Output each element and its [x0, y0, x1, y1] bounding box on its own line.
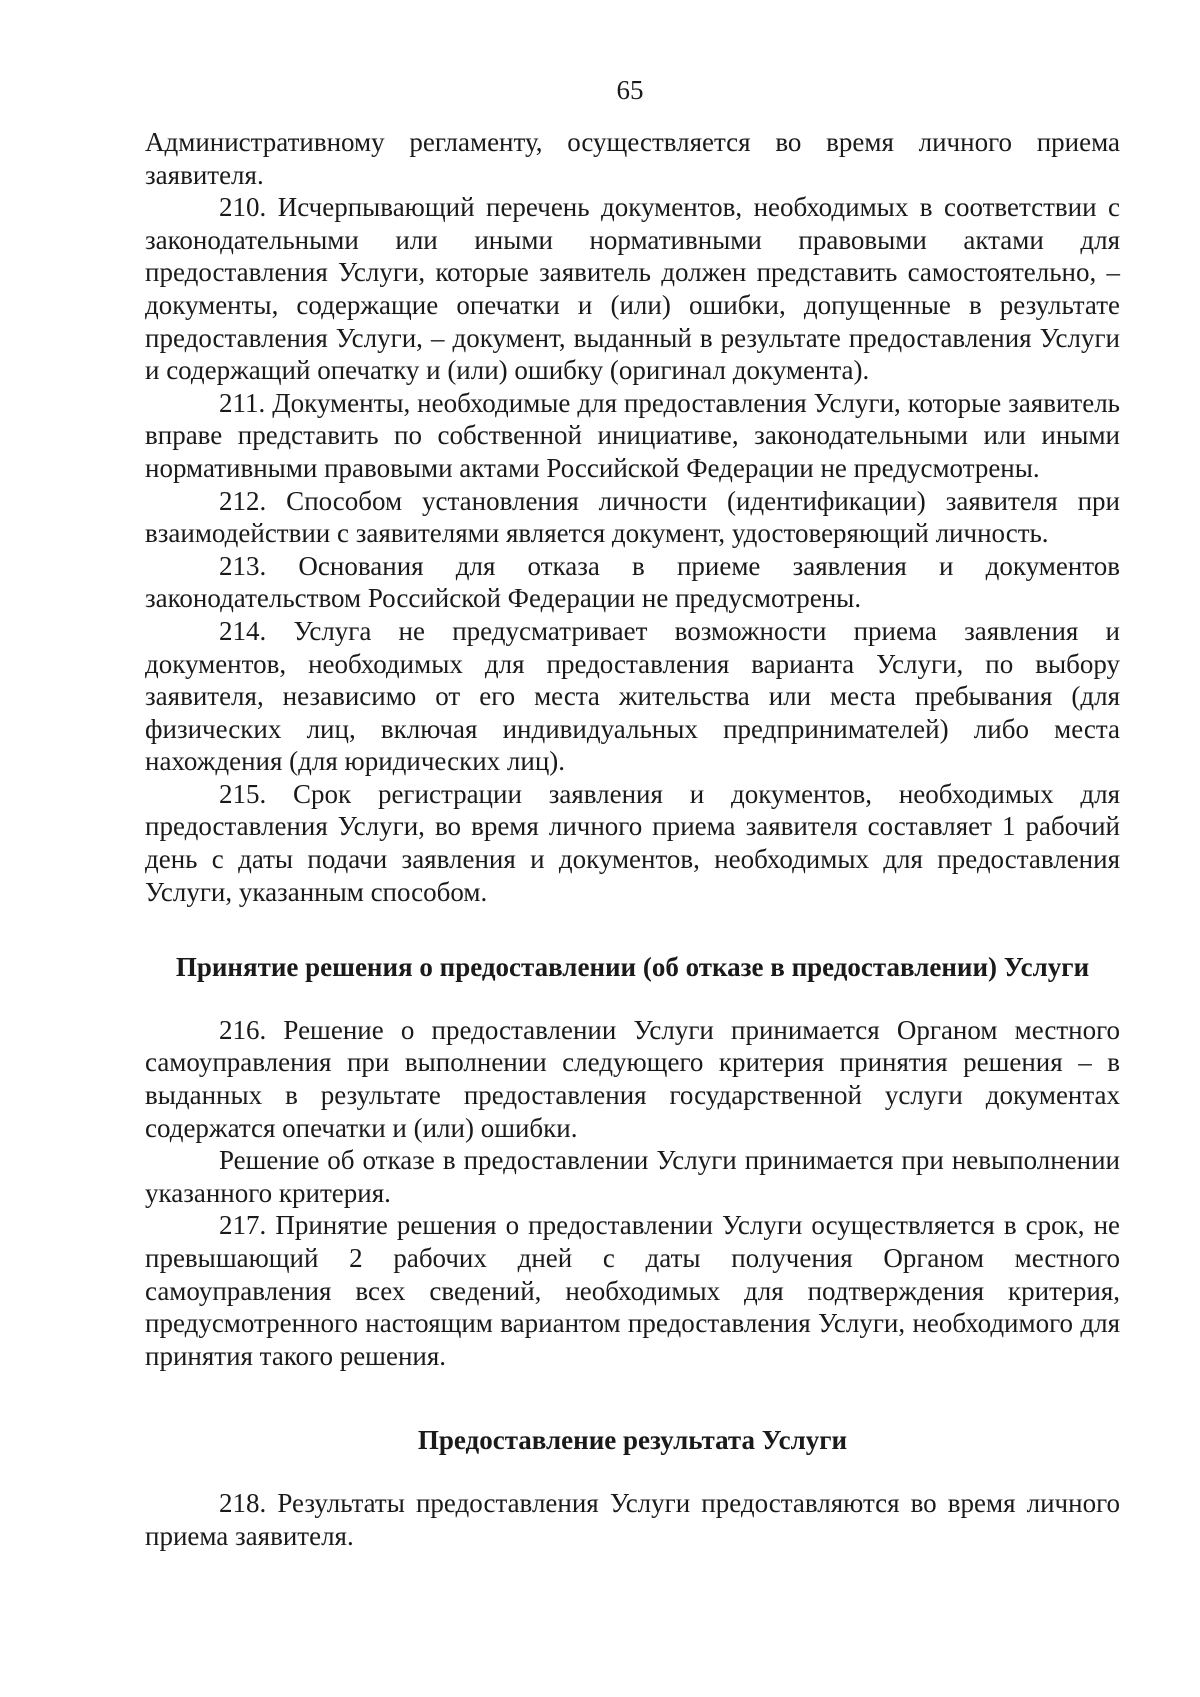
paragraph-continuation: Административному регламенту, осуществляется во время личного приема заявителя.: [145, 127, 1120, 190]
paragraph-212: 212. Способом установления личности (идентификации) заявителя при взаимодействии с заявителями является документ, удостоверяющий личность.: [145, 485, 1120, 549]
paragraph-211: 211. Документы, необходимые для предоставления Услуги, которые заявитель вправе представить по собственной инициативе, законодательными или иными нормативными правовыми актами Российской Федерации не предусмотрены.: [145, 387, 1120, 483]
paragraph-213: 213. Основания для отказа в приеме заявления и документов законодательством Российской Федерации не предусмотрены.: [145, 550, 1120, 614]
paragraph-218: 218. Результаты предоставления Услуги предоставляются во время личного приема заявителя.: [145, 1487, 1120, 1551]
paragraph-216: 216. Решение о предоставлении Услуги принимается Органом местного самоуправления при выполнении следующего критерия принятия решения – в выданных в результате предоставления государственной услуги документах содержатся опечатки и (или) ошибки.: [145, 1014, 1120, 1143]
section-heading-decision: Принятие решения о предоставлении (об отказе в предоставлении) Услуги: [175, 952, 1090, 983]
page-number: 65: [616, 75, 644, 105]
paragraph-217: 217. Принятие решения о предоставлении Услуги осуществляется в срок, не превышающий 2 рабочих дней с даты получения Органом местного самоуправления всех сведений, необходимых для подтверждения критерия, предусмотренного настоящим вариантом предоставления Услуги, необходимого для принятия такого решения.: [145, 1210, 1120, 1371]
section-heading-result: Предоставление результата Услуги: [417, 1425, 848, 1456]
paragraph-215: 215. Срок регистрации заявления и документов, необходимых для предоставления Услуги, во время личного приема заявителя составляет 1 рабочий день с даты подачи заявления и документов, необходимых для предоставления Услуги, указанным способом.: [145, 778, 1120, 907]
paragraph-214: 214. Услуга не предусматривает возможности приема заявления и документов, необходимых для предоставления варианта Услуги, по выбору заявителя, независимо от его места жительства или места пребывания (для физических лиц, включая индивидуальных предпринимателей) либо места нахождения (для юридических лиц).: [145, 615, 1120, 777]
document-body: [145, 126, 1120, 1552]
paragraph-refusal-decision: Решение об отказе в предоставлении Услуги принимается при невыполнении указанного критерия.: [145, 1145, 1120, 1208]
paragraph-210: 210. Исчерпывающий перечень документов, необходимых в соответствии с законодательными или иными нормативными правовыми актами для предоставления Услуги, которые заявитель должен представить самостоятельно, – документы, содержащие опечатки и (или) ошибки, допущенные в результате предоставления Услуги, – документ, выданный в результате предоставления Услуги и содержащий опечатку и (или) ошибку (оригинал документа).: [145, 192, 1120, 386]
